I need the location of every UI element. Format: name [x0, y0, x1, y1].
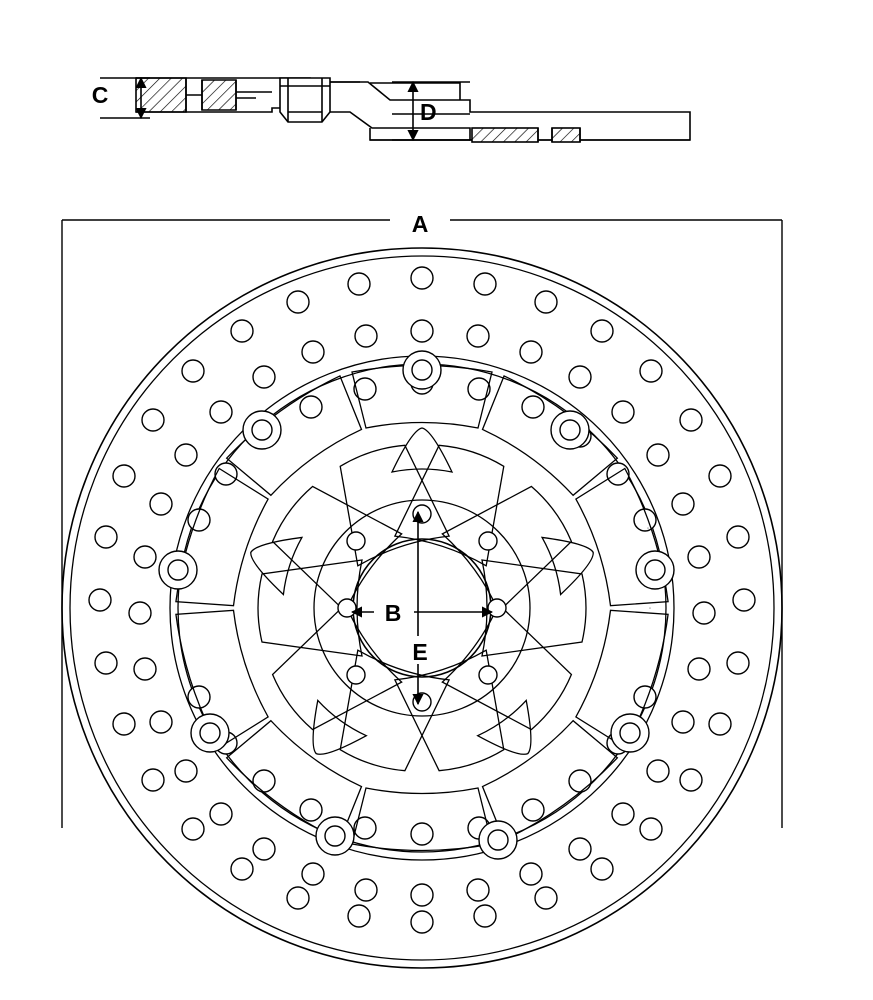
triangle-cutout	[292, 700, 366, 771]
triangle-cutout	[542, 524, 602, 595]
cross-section-view	[92, 78, 690, 142]
dimension-C	[92, 78, 150, 118]
dimension-label-B: B	[384, 600, 402, 626]
dimension-D	[392, 82, 470, 140]
spoke-window	[395, 437, 518, 566]
rivet	[159, 551, 197, 589]
spoke-window	[326, 650, 449, 779]
spoke-window	[395, 650, 518, 779]
rivet	[191, 714, 229, 752]
bolt-hole	[479, 666, 497, 684]
vane-window	[170, 466, 273, 618]
bolt-hole	[413, 693, 431, 711]
section-right-lower-line	[370, 128, 470, 140]
bolt-hole	[488, 599, 506, 617]
dimension-B	[352, 598, 492, 626]
section-left-outer-band	[136, 78, 186, 112]
bolt-hole	[413, 505, 431, 523]
section-right-hatch-b	[552, 128, 580, 142]
cooling-hole-ring-middle	[129, 320, 715, 906]
vane-window	[572, 466, 675, 618]
spoke-window	[442, 604, 583, 743]
dimension-label-E: E	[412, 639, 428, 665]
bolt-hole	[347, 532, 365, 550]
spoke-window	[442, 473, 583, 612]
section-left-mid-band	[202, 80, 236, 110]
dimension-label-C: C	[91, 82, 109, 108]
rivet	[479, 821, 517, 859]
rivet	[243, 411, 281, 449]
spoke-window	[261, 473, 402, 612]
rivet	[316, 817, 354, 855]
dimension-label-D: D	[420, 99, 437, 125]
rivet	[551, 411, 589, 449]
triangle-cutout	[392, 428, 452, 472]
rivet	[611, 714, 649, 752]
spoke-window	[326, 437, 449, 566]
rivet	[403, 351, 441, 389]
triangle-cutout	[242, 524, 302, 595]
bolt-hole	[338, 599, 356, 617]
bolt-hole	[347, 666, 365, 684]
vane-window	[471, 371, 621, 504]
mounting-bolt-holes	[338, 505, 506, 711]
rivet	[636, 551, 674, 589]
section-right-hatch-a	[472, 128, 538, 142]
triangle-cutout	[478, 700, 552, 771]
front-face-view	[62, 211, 782, 968]
dimension-label-A: A	[411, 211, 429, 237]
carrier-spokes	[258, 437, 586, 779]
section-right-upper-edge	[370, 83, 460, 100]
bolt-hole	[479, 532, 497, 550]
